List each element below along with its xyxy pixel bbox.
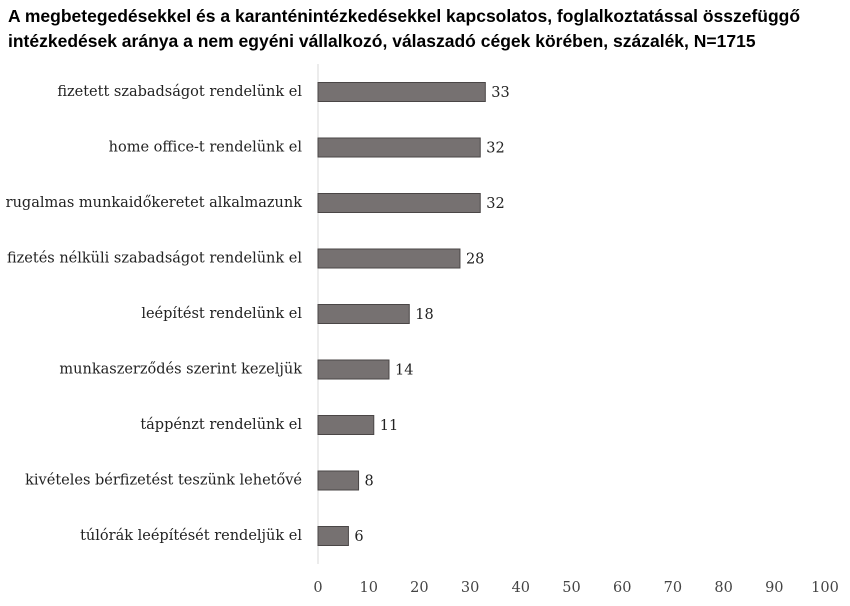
- category-label: kivételes bérfizetést teszünk lehetővé: [25, 472, 302, 489]
- bar: [318, 194, 480, 213]
- value-label: 32: [486, 140, 505, 157]
- x-tick-label: 70: [663, 580, 683, 596]
- x-tick-label: 30: [460, 580, 480, 596]
- category-label: fizetés nélküli szabadságot rendelünk el: [6, 250, 302, 267]
- bar: [318, 249, 460, 268]
- x-tick-label: 20: [410, 580, 429, 596]
- value-label: 6: [354, 529, 364, 545]
- x-tick-label: 90: [765, 580, 784, 596]
- value-label: 8: [364, 473, 374, 490]
- x-tick-label: 10: [359, 580, 378, 596]
- x-tick-label: 50: [562, 580, 581, 596]
- bar: [318, 83, 485, 102]
- x-tick-labels: [313, 580, 838, 596]
- value-label: 33: [491, 85, 510, 101]
- bar: [318, 138, 480, 157]
- category-label: munkaszerződés szerint kezeljük: [59, 361, 302, 378]
- x-tick-label: 100: [811, 580, 839, 596]
- value-label: 11: [379, 418, 399, 434]
- chart-title: A megbetegedésekkel és a karanténintézkedésekkel kapcsolatos, foglalkoztatással összefüggő intézkedések aránya a nem egyéni vállalkozó, válaszadó cégek körében, százalék, N=1715: [8, 6, 801, 51]
- category-label: rugalmas munkaidőkeretet alkalmazunk: [5, 195, 302, 211]
- x-tick-label: 40: [511, 580, 531, 596]
- bar: [318, 305, 409, 324]
- category-label: home office-t rendelünk el: [108, 139, 302, 156]
- value-label: 28: [465, 251, 485, 268]
- bar: [318, 471, 359, 490]
- value-label: 18: [415, 307, 434, 323]
- category-labels: [6, 84, 303, 544]
- category-label: táppénzt rendelünk el: [140, 417, 302, 433]
- bar: [318, 360, 389, 379]
- bars: [318, 83, 485, 546]
- category-label: leépítést rendelünk el: [141, 306, 302, 322]
- bar: [318, 527, 348, 546]
- value-label: 14: [394, 362, 414, 379]
- bar: [318, 416, 374, 435]
- category-label: túlórák leépítését rendeljük el: [80, 528, 302, 544]
- x-tick-label: 60: [612, 580, 632, 596]
- category-label: fizetett szabadságot rendelünk el: [57, 84, 302, 100]
- value-label: 32: [486, 196, 505, 212]
- x-tick-label: 80: [714, 580, 733, 596]
- x-tick-label: 0: [313, 580, 323, 596]
